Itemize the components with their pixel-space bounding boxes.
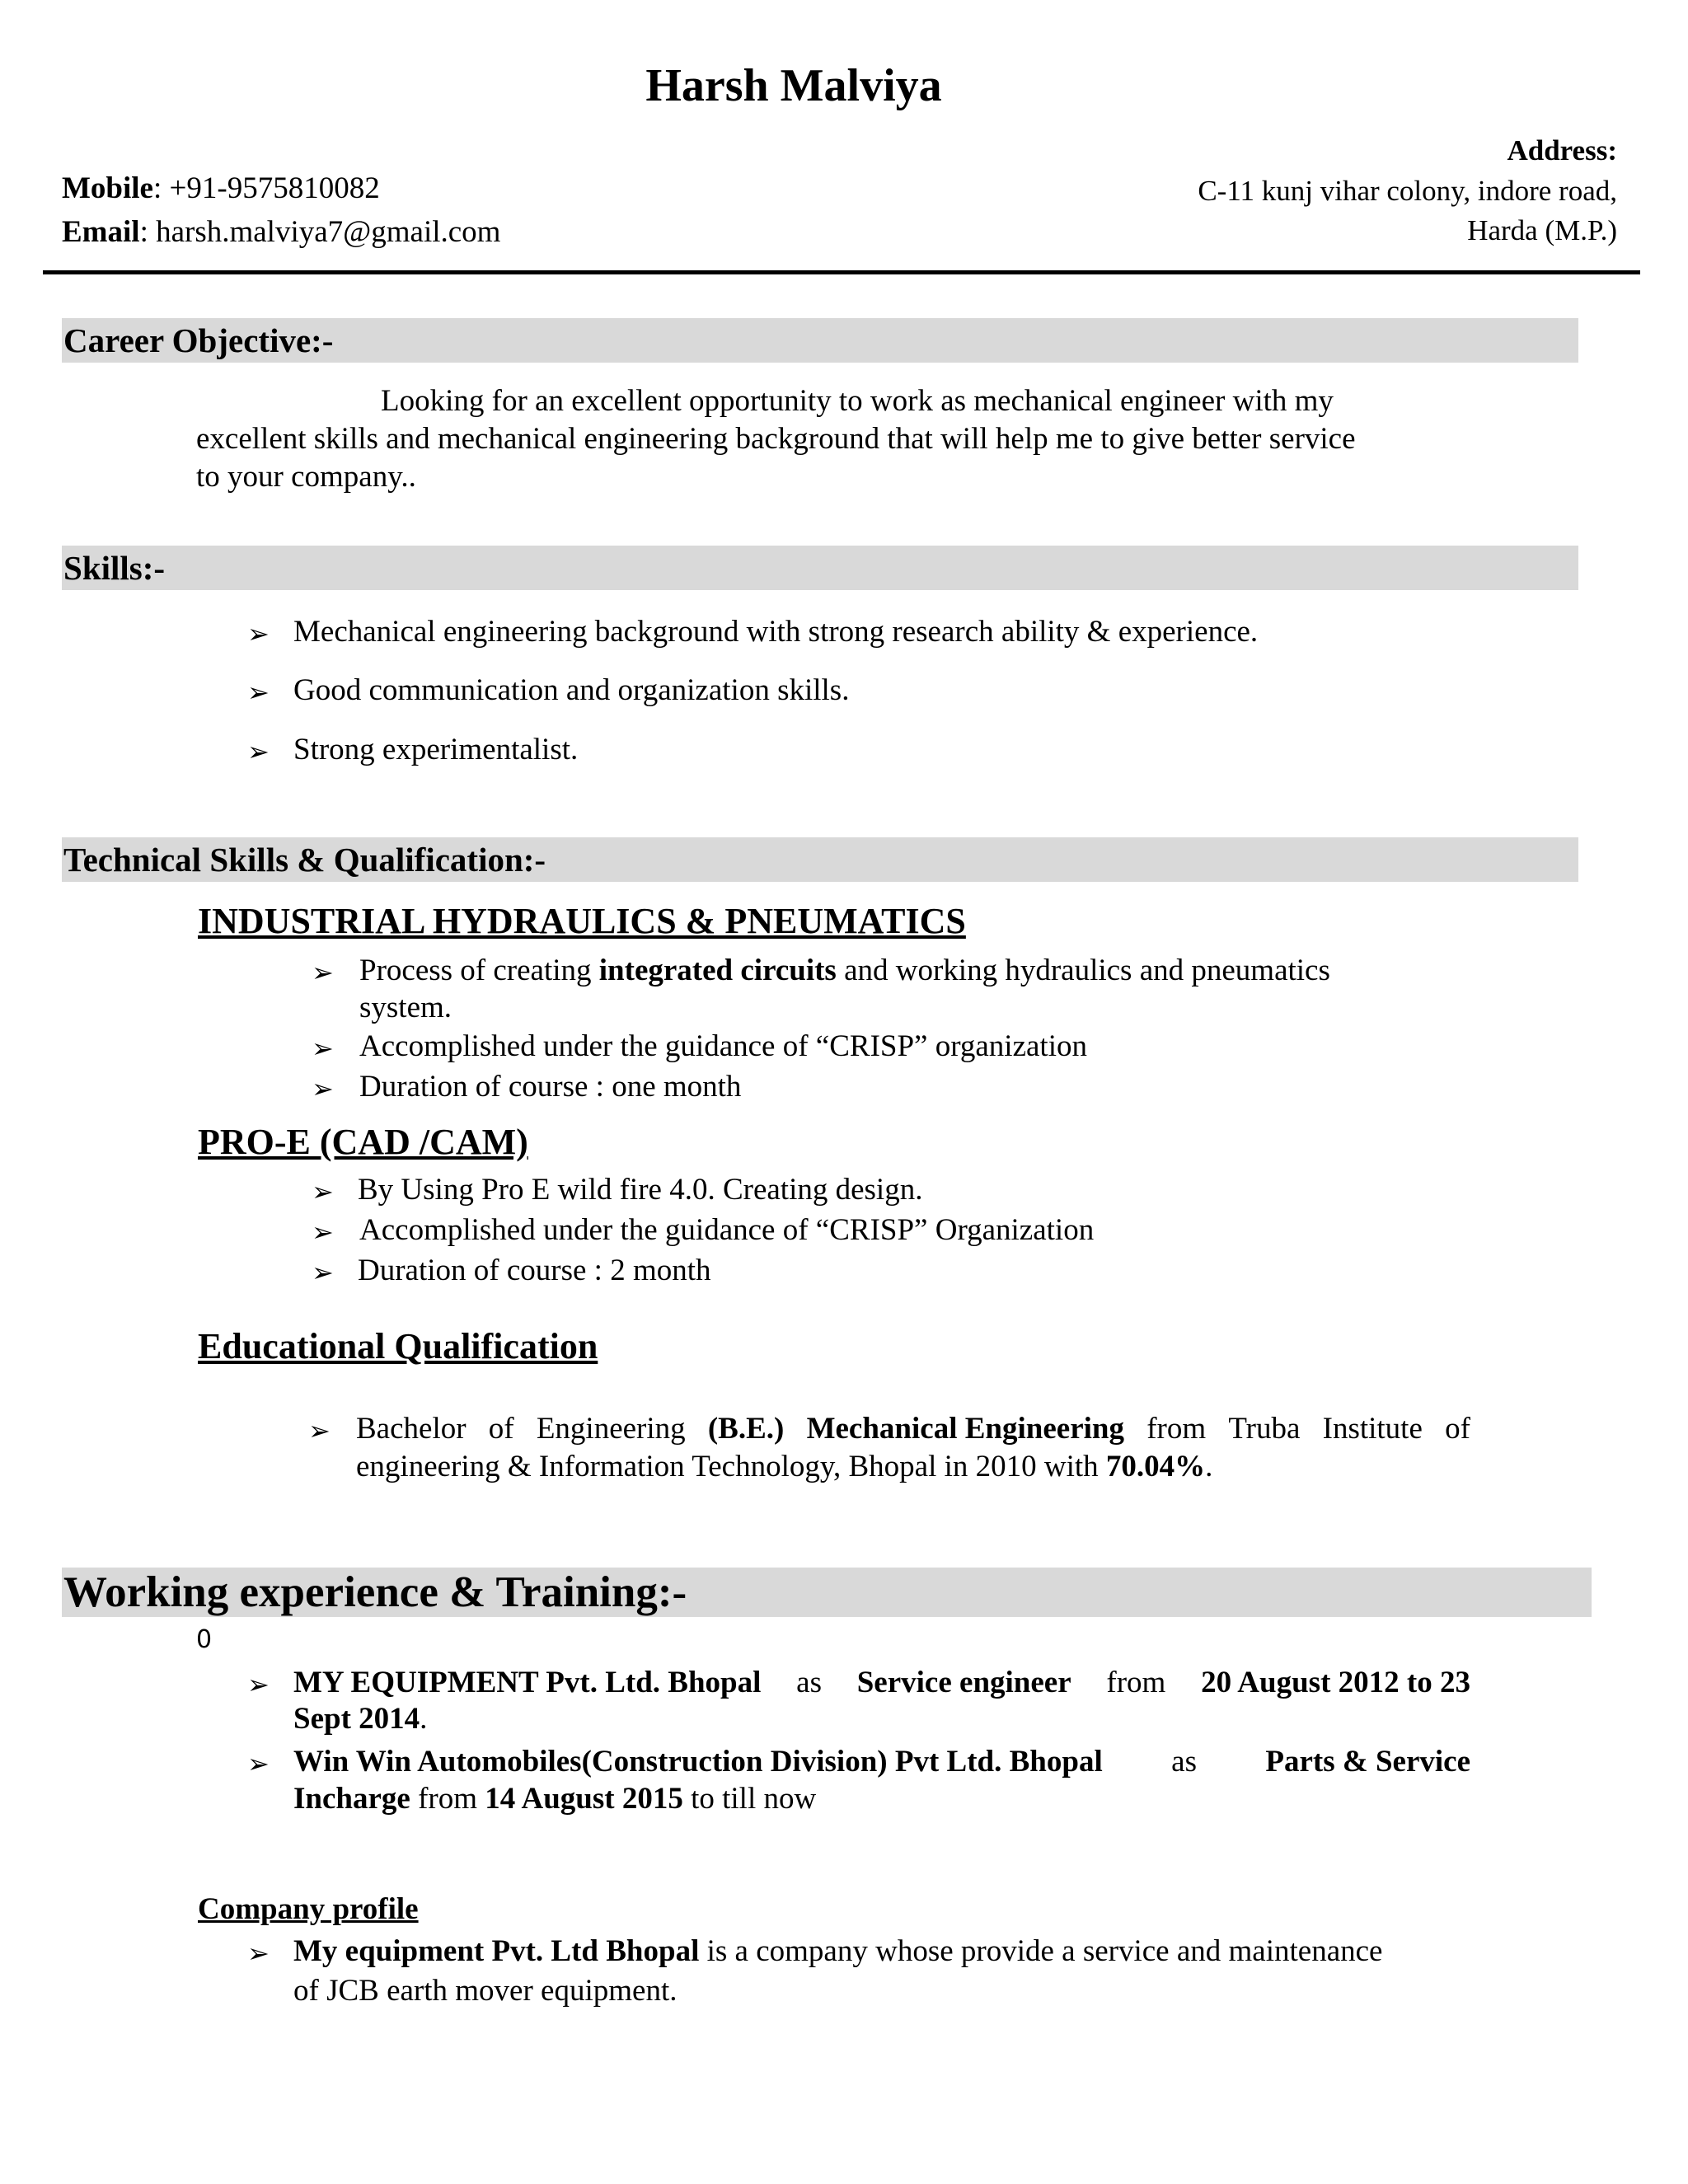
stray-mark: 0 (196, 1625, 213, 1654)
bullet-arrow-icon: ➢ (312, 957, 334, 988)
education-line-1: Bachelor of Engineering (B.E.) Mechanical Engineering from Truba Institute of (356, 1412, 1470, 1446)
bullet-arrow-icon: ➢ (247, 1748, 270, 1779)
skill-item: Good communication and organization skills. (293, 673, 850, 707)
address-line-2: Harda (M.P.) (1467, 214, 1617, 246)
job-1-line-1: MY EQUIPMENT Pvt. Ltd. Bhopal as Service engineer from 20 August 2012 to 23 (293, 1666, 1470, 1699)
skill-item: Mechanical engineering background with strong research ability & experience. (293, 615, 1259, 649)
bullet-arrow-icon: ➢ (312, 1257, 334, 1288)
bullet-arrow-icon: ➢ (308, 1415, 331, 1446)
bullet-arrow-icon: ➢ (312, 1176, 334, 1207)
bullet-arrow-icon: ➢ (312, 1033, 334, 1064)
bullet-arrow-icon: ➢ (247, 736, 270, 767)
skill-item: Strong experimentalist. (293, 733, 579, 766)
section-heading-career (62, 318, 1578, 363)
work-heading-text: Working experience & Training:- (63, 1568, 687, 1616)
mobile-value: : +91-9575810082 (152, 171, 380, 205)
hydraulics-item-1-cont: system. (359, 991, 452, 1024)
email-value: : harsh.malviya7@gmail.com (139, 215, 501, 249)
technical-heading-text: Technical Skills & Qualification:- (63, 841, 546, 879)
job-2-line-2: Incharge from 14 August 2015 to till now (293, 1782, 817, 1816)
email-label: Email (62, 215, 140, 249)
job-2-line-1: Win Win Automobiles(Construction Division) Pvt Ltd. Bhopal as Parts & Service (293, 1745, 1470, 1779)
proe-item-3: Duration of course : 2 month (358, 1254, 711, 1287)
mobile-line (62, 171, 380, 206)
job-1-line-2: Sept 2014. (293, 1702, 428, 1736)
mobile-label: Mobile (62, 171, 153, 205)
section-heading-skills (62, 546, 1578, 590)
section-heading-technical (62, 837, 1578, 882)
bullet-arrow-icon: ➢ (312, 1216, 334, 1248)
hydraulics-item-1: Process of creating integrated circuits and working hydraulics and pneumatics (359, 954, 1330, 987)
section-heading-work (62, 1568, 1592, 1617)
address-label: Address: (1507, 134, 1617, 166)
proe-title: PRO-E (CAD /CAM) (198, 1122, 528, 1162)
career-line-3: to your company.. (196, 460, 416, 494)
bullet-arrow-icon: ➢ (247, 677, 270, 708)
candidate-name: Harsh Malviya (645, 60, 942, 111)
address-line-1: C-11 kunj vihar colony, indore road, (1198, 175, 1617, 207)
career-heading-text: Career Objective:- (63, 321, 334, 359)
education-title: Educational Qualification (198, 1326, 598, 1366)
bullet-arrow-icon: ➢ (247, 1938, 270, 1969)
bullet-arrow-icon: ➢ (312, 1073, 334, 1104)
career-line-1: Looking for an excellent opportunity to work as mechanical engineer with my (381, 384, 1334, 418)
proe-item-2: Accomplished under the guidance of “CRISP” Organization (359, 1213, 1095, 1247)
bullet-arrow-icon: ➢ (247, 1669, 270, 1700)
career-line-2: excellent skills and mechanical engineering background that will help me to give better service (196, 422, 1356, 456)
bullet-arrow-icon: ➢ (247, 618, 270, 649)
education-line-2: engineering & Information Technology, Bhopal in 2010 with 70.04%. (356, 1450, 1213, 1483)
company-line-2: of JCB earth mover equipment. (293, 1974, 678, 2008)
hydraulics-item-2: Accomplished under the guidance of “CRISP” organization (359, 1029, 1087, 1063)
hydraulics-title: INDUSTRIAL HYDRAULICS & PNEUMATICS (198, 901, 966, 941)
header-divider (43, 270, 1640, 274)
company-profile-title: Company profile (198, 1892, 419, 1926)
hydraulics-item-3: Duration of course : one month (359, 1070, 742, 1104)
proe-item-1: By Using Pro E wild fire 4.0. Creating design. (358, 1173, 923, 1207)
email-line (62, 214, 500, 250)
skills-heading-text: Skills:- (63, 549, 166, 587)
company-line-1: My equipment Pvt. Ltd Bhopal is a company whose provide a service and maintenance (293, 1934, 1383, 1968)
